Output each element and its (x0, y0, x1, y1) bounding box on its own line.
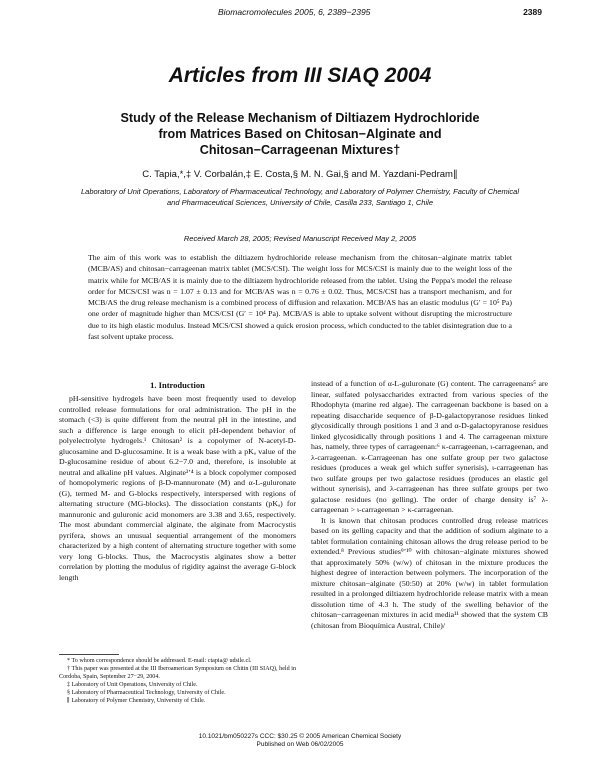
footnote-divider (59, 654, 119, 655)
section-banner: Articles from III SIAQ 2004 (168, 64, 432, 87)
footnote: ‡ Laboratory of Unit Operations, University of Chile. (67, 682, 198, 688)
footnote: § Laboratory of Pharmaceutical Technology, University of Chile. (67, 690, 226, 696)
year-volume: 2005, 6, 2389−2395 (294, 7, 371, 17)
footnotes (59, 657, 296, 705)
section-heading-introduction: 1. Introduction (150, 380, 205, 390)
article-title: Study of the Release Mechanism of Diltiazem Hydrochloride from Matrices Based on Chitosan−Alginate and Chitosan−Carrageenan Mixtures† (120, 111, 480, 157)
paragraph: instead of a function of α-L-guluronate (G) content. The carrageenans⁵ are linear, sulfated polysaccharides extracted from various species of the Rhodophyta (marine red algae). The carrageenan backbone is based on a repeating disaccharide sequence of β-D-galactopyranose residues linked glycosidically through positions 1 and 3 and α-D-galactopyranose residues linked glycosidically through positions 1 and 4. The carrageenan mixture has, namely, three types of carrageenan:⁶ κ-carrageenan, ι-carrageenan, and λ-carrageenan. κ-Carrageenan has one sulfate group per two galactose residues (produces a weak gel which suffer synerisis), ι-carrageenan has two sulfate groups per two galactose residues (produces an elastic gel without synerisis), and λ-carrageenan has three sulfate groups per two galactose residues (no gelling). The order of charge density is⁷ λ-carrageenan > ι-carrageenan > κ-carrageenan. (311, 379, 548, 514)
footnote: † This paper was presented at the III Iberoamerican Symposium on Chitin (III SIAQ), held in Cordoba, Spain, September 27−29, 2004. (59, 666, 296, 680)
page-number: 2389 (523, 7, 542, 17)
footnote: ∥ Laboratory of Polymer Chemistry, University of Chile. (67, 698, 206, 704)
paragraph: pH-sensitive hydrogels have been most frequently used to develop controlled release formulations for oral administration. The pH in the stomach (<3) is quite different from the neutral pH in the intestine, and such a difference is large enough to elicit pH-dependent behavior of polyelectrolyte hydrogels.¹ Chitosan² is a copolymer of N-acetyl-D-glucosamine and D-glucosamine. It is a weak base with a pKₐ value of the D-glucosamine residue of about 6.2−7.0 and, therefore, is insoluble at neutral and alkaline pH values. Alginate³ʼ⁴ is a block copolymer composed of homopolymeric regions of β-D-mannuronate (M) and α-L-guluronate (G), termed M- and G-blocks respectively, interspersed with regions of alternating structure (MG-blocks). The dissociation constants (pKₐ) for mannuronic and guluronic acid monomers are 3.38 and 3.65, respectively. The most abundant commercial alginate, the alginate from Macrocystis pyrifera, shows an unusual sequential arrangement of the monomers characterized by a high content of alternating structure together with some very long G-blocks. Thus, the Macrocystis alginates show a better correlation by plotting the modulus of rigidity against the average G-block length (59, 394, 296, 582)
right-column (311, 379, 548, 631)
published-date: Published on Web 06/02/2005 (256, 741, 344, 748)
paragraph: It is known that chitosan produces controlled drug release matrices based on its gelling capacity and that the addition of sodium alginate to a tablet formulation containing chitosan allows the drug release period to be extended.⁸ Previous studies⁹ʼ¹⁰ with chitosan−alginate mixtures showed that approximately 50% (w/w) of chitosan in the mixture produces the highest degree of interaction between polymers. The incorporation of the mixture chitosan−alginate (50:50) at 20% (w/w) in tablet formulation resulted in a prolonged diltiazem hydrochloride release matrix with a mean dissolution time of 4.3 h. The study of the swelling behavior of the chitosan−carrageenan mixtures in acid media¹¹ showed that the system CB (chitosan from Bioquímica Austral, Chile)/ (311, 515, 548, 630)
received-dates: Received March 28, 2005; Revised Manuscript Received May 2, 2005 (183, 234, 417, 243)
footnote: * To whom correspondence should be addressed. E-mail: ctapia@ udsile.cl. (67, 658, 252, 664)
author-list: C. Tapia,*,‡ V. Corbalán,‡ E. Costa,§ M. N. Gai,§ and M. Yazdani-Pedram∥ (142, 169, 458, 180)
journal-name: Biomacromolecules (218, 7, 293, 17)
affiliations: Laboratory of Unit Operations, Laboratory of Pharmaceutical Technology, and Laboratory of Polymer Chemistry, Faculty of Chemical and Pharmaceutical Sciences, University of Chile, Casilla 233, Santiago 1, Chile (81, 187, 519, 207)
running-header (218, 7, 370, 17)
left-column (59, 394, 296, 583)
abstract: The aim of this work was to establish the diltiazem hydrochloride release mechanism from the chitosan−alginate matrix tablet (MCB/AS) and chitosan−carrageenan matrix tablet (MCS/CSI). The weight loss for MCS/CSI is mainly due to the weight loss of the matrix while for MCB/AS it is mainly due to the diltiazem hydrochloride released from the tablet. Using the Peppa's model the release order for MCS/CSI was n = 1.07 ± 0.13 and for MCB/AS was n = 0.76 ± 0.02. Thus, MCS/CSI has a transport mechanism, and for MCB/AS the drug release mechanism is a combined process of diffusion and relaxation. MCB/AS has an elastic modulus (G′ = 10⁵ Pa) one order of magnitude higher than MCS/CSI (G′ = 10⁴ Pa). MCB/AS is able to uptake solvent without disrupting the microstructure due to its high elastic modulus. Instead MCS/CSI showed a quick erosion process, which conducted to the tablet disintegration due to a fast solvent uptake process. (88, 253, 512, 342)
doi-line: 10.1021/bm050227s CCC: $30.25 © 2005 American Chemical Society (198, 733, 402, 740)
